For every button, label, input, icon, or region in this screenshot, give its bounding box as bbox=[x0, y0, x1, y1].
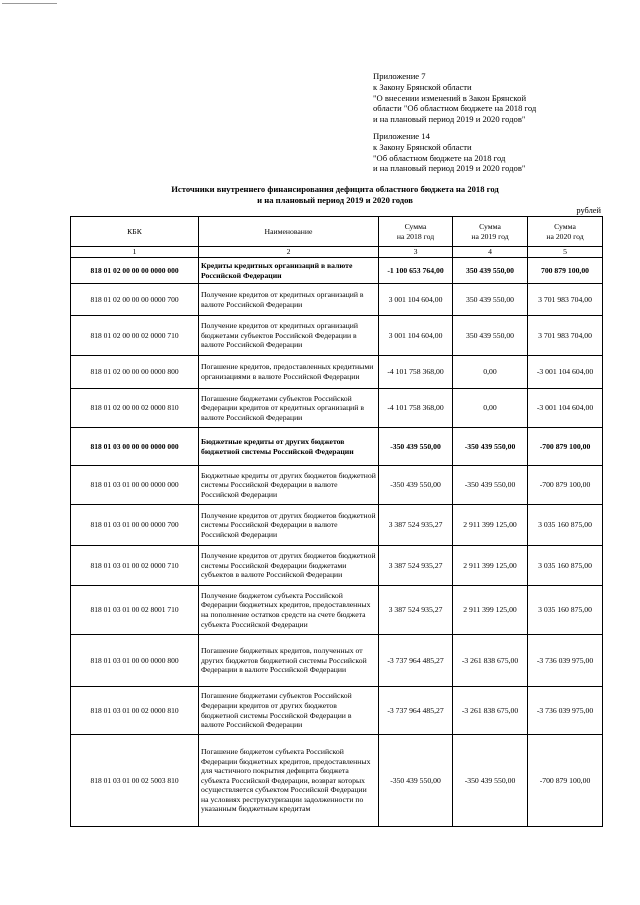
amount-2019-cell: -350 439 550,00 bbox=[453, 466, 528, 505]
amount-2018-cell: -350 439 550,00 bbox=[379, 466, 453, 505]
appendix-line: области "Об областном бюджете на 2018 год bbox=[373, 103, 537, 114]
amount-2018-cell: 3 387 524 935,27 bbox=[379, 546, 453, 586]
amount-2019-cell: 350 439 550,00 bbox=[453, 284, 528, 316]
appendix-7-header bbox=[373, 71, 536, 125]
amount-2020-cell: -3 736 039 975,00 bbox=[528, 635, 603, 687]
kbk-cell: 818 01 03 01 00 02 8001 710 bbox=[71, 586, 199, 635]
name-cell: Погашение бюджетных кредитов, полученных от других бюджетов бюджетной системы Российской Федерации в валюте Российской Федерации bbox=[199, 635, 379, 687]
appendix-line: и на плановый период 2019 и 2020 годов" bbox=[373, 163, 526, 174]
amount-2018-cell: 3 001 104 604,00 bbox=[379, 316, 453, 356]
column-number: 1 bbox=[71, 247, 199, 258]
name-cell: Бюджетные кредиты от других бюджетов бюджетной системы Российской Федерации в валюте Российской Федерации bbox=[199, 466, 379, 505]
amount-2020-cell: -700 879 100,00 bbox=[528, 428, 603, 466]
amount-2018-cell: -350 439 550,00 bbox=[379, 735, 453, 827]
appendix-line: "Об областном бюджете на 2018 год bbox=[373, 152, 506, 163]
amount-2018-cell: 3 387 524 935,27 bbox=[379, 505, 453, 546]
amount-2019-cell: 350 439 550,00 bbox=[453, 258, 528, 284]
column-number-row bbox=[71, 247, 603, 258]
amount-2020-cell: 3 701 983 704,00 bbox=[528, 284, 603, 316]
name-cell: Получение кредитов от других бюджетов бюджетной системы Российской Федерации бюджетами субъектов в валюте Российской Федерации bbox=[199, 546, 379, 586]
appendix-14-header bbox=[373, 131, 525, 174]
amount-2020-cell: 700 879 100,00 bbox=[528, 258, 603, 284]
appendix-line: к Закону Брянской области bbox=[373, 141, 472, 152]
amount-2019-cell: -3 261 838 675,00 bbox=[453, 635, 528, 687]
name-cell: Получение кредитов от других бюджетов бюджетной системы Российской Федерации в валюте Российской Федерации bbox=[199, 505, 379, 546]
amount-2020-cell: 3 701 983 704,00 bbox=[528, 316, 603, 356]
title-line: Источники внутреннего финансирования дефицита областного бюджета на 2018 год bbox=[171, 184, 499, 194]
header-2019: Сумма на 2019 год bbox=[453, 217, 528, 247]
name-cell: Получение кредитов от кредитных организаций в валюте Российской Федерации bbox=[199, 284, 379, 316]
table-row bbox=[71, 389, 603, 428]
amount-2019-cell: 0,00 bbox=[453, 356, 528, 389]
kbk-cell: 818 01 03 00 00 00 0000 000 bbox=[71, 428, 199, 466]
kbk-cell: 818 01 02 00 00 02 0000 810 bbox=[71, 389, 199, 428]
appendix-line: "О внесении изменений в Закон Брянской bbox=[373, 92, 527, 103]
amount-2018-cell: -4 101 758 368,00 bbox=[379, 389, 453, 428]
kbk-cell: 818 01 02 00 00 00 0000 800 bbox=[71, 356, 199, 389]
appendix-line: Приложение 14 bbox=[373, 131, 430, 141]
amount-2019-cell: -350 439 550,00 bbox=[453, 428, 528, 466]
table-row bbox=[71, 356, 603, 389]
table-row bbox=[71, 546, 603, 586]
name-cell: Погашение кредитов, предоставленных кредитными организациями в валюте Российской Федерации bbox=[199, 356, 379, 389]
kbk-cell: 818 01 03 01 00 00 0000 000 bbox=[71, 466, 199, 505]
amount-2018-cell: -3 737 964 485,27 bbox=[379, 635, 453, 687]
column-number: 3 bbox=[379, 247, 453, 258]
kbk-cell: 818 01 03 01 00 02 0000 810 bbox=[71, 687, 199, 735]
column-number: 2 bbox=[199, 247, 379, 258]
amount-2019-cell: 2 911 399 125,00 bbox=[453, 546, 528, 586]
kbk-cell: 818 01 02 00 00 00 0000 700 bbox=[71, 284, 199, 316]
header-name: Наименование bbox=[199, 217, 379, 247]
amount-2020-cell: 3 035 160 875,00 bbox=[528, 505, 603, 546]
name-cell: Бюджетные кредиты от других бюджетов бюджетной системы Российской Федерации bbox=[199, 428, 379, 466]
amount-2018-cell: -350 439 550,00 bbox=[379, 428, 453, 466]
currency-unit: рублей bbox=[576, 206, 601, 215]
amount-2019-cell: -350 439 550,00 bbox=[453, 735, 528, 827]
kbk-cell: 818 01 02 00 00 02 0000 710 bbox=[71, 316, 199, 356]
table-row bbox=[71, 284, 603, 316]
title-line: и на плановый период 2019 и 2020 годов bbox=[257, 195, 413, 205]
appendix-line: Приложение 7 bbox=[373, 71, 426, 81]
table-row bbox=[71, 687, 603, 735]
table-row bbox=[71, 635, 603, 687]
amount-2020-cell: -3 001 104 604,00 bbox=[528, 389, 603, 428]
table-row bbox=[71, 258, 603, 284]
kbk-cell: 818 01 03 01 00 02 5003 810 bbox=[71, 735, 199, 827]
amount-2018-cell: 3 001 104 604,00 bbox=[379, 284, 453, 316]
amount-2020-cell: -3 001 104 604,00 bbox=[528, 356, 603, 389]
header-kbk: КБК bbox=[71, 217, 199, 247]
name-cell: Кредиты кредитных организаций в валюте Российской Федерации bbox=[199, 258, 379, 284]
amount-2018-cell: -1 100 653 764,00 bbox=[379, 258, 453, 284]
name-cell: Погашение бюджетами субъектов Российской Федерации кредитов от других бюджетов бюджетной системы Российской Федерации в валюте Российской Федерации bbox=[199, 687, 379, 735]
amount-2020-cell: -700 879 100,00 bbox=[528, 735, 603, 827]
table-row bbox=[71, 466, 603, 505]
name-cell: Погашение бюджетом субъекта Российской Федерации бюджетных кредитов, предоставленных для частичного покрытия дефицита бюджета субъекта Российской Федерации, возврат которых осуществляется субъектом Российской Федерации на условиях реструктуризации задолженности по указанным бюджетным кредитам bbox=[199, 735, 379, 827]
table-row bbox=[71, 428, 603, 466]
amount-2019-cell: 350 439 550,00 bbox=[453, 316, 528, 356]
kbk-cell: 818 01 02 00 00 00 0000 000 bbox=[71, 258, 199, 284]
kbk-cell: 818 01 03 01 00 00 0000 800 bbox=[71, 635, 199, 687]
amount-2019-cell: 2 911 399 125,00 bbox=[453, 586, 528, 635]
appendix-line: к Закону Брянской области bbox=[373, 81, 472, 92]
name-cell: Получение кредитов от кредитных организаций бюджетами субъектов Российской Федерации в валюте Российской Федерации bbox=[199, 316, 379, 356]
document-title bbox=[70, 184, 600, 206]
amount-2020-cell: -3 736 039 975,00 bbox=[528, 687, 603, 735]
name-cell: Погашение бюджетами субъектов Российской Федерации кредитов от кредитных организаций в валюте Российской Федерации bbox=[199, 389, 379, 428]
table-row bbox=[71, 586, 603, 635]
amount-2020-cell: 3 035 160 875,00 bbox=[528, 546, 603, 586]
amount-2020-cell: -700 879 100,00 bbox=[528, 466, 603, 505]
header-2018: Сумма на 2018 год bbox=[379, 217, 453, 247]
name-cell: Получение бюджетом субъекта Российской Федерации бюджетных кредитов, предоставленных на пополнение остатков средств на счете бюджета субъекта Российской Федерации bbox=[199, 586, 379, 635]
kbk-cell: 818 01 03 01 00 00 0000 700 bbox=[71, 505, 199, 546]
amount-2020-cell: 3 035 160 875,00 bbox=[528, 586, 603, 635]
appendix-line: и на плановый период 2019 и 2020 годов" bbox=[373, 114, 526, 125]
table-header-row bbox=[71, 217, 603, 247]
financing-sources-table bbox=[70, 216, 603, 827]
table-row bbox=[71, 505, 603, 546]
scan-edge-mark bbox=[2, 3, 57, 4]
kbk-cell: 818 01 03 01 00 02 0000 710 bbox=[71, 546, 199, 586]
amount-2019-cell: 0,00 bbox=[453, 389, 528, 428]
amount-2018-cell: -3 737 964 485,27 bbox=[379, 687, 453, 735]
table-row bbox=[71, 735, 603, 827]
amount-2018-cell: -4 101 758 368,00 bbox=[379, 356, 453, 389]
amount-2019-cell: -3 261 838 675,00 bbox=[453, 687, 528, 735]
column-number: 5 bbox=[528, 247, 603, 258]
header-2020: Сумма на 2020 год bbox=[528, 217, 603, 247]
table-row bbox=[71, 316, 603, 356]
amount-2018-cell: 3 387 524 935,27 bbox=[379, 586, 453, 635]
amount-2019-cell: 2 911 399 125,00 bbox=[453, 505, 528, 546]
column-number: 4 bbox=[453, 247, 528, 258]
